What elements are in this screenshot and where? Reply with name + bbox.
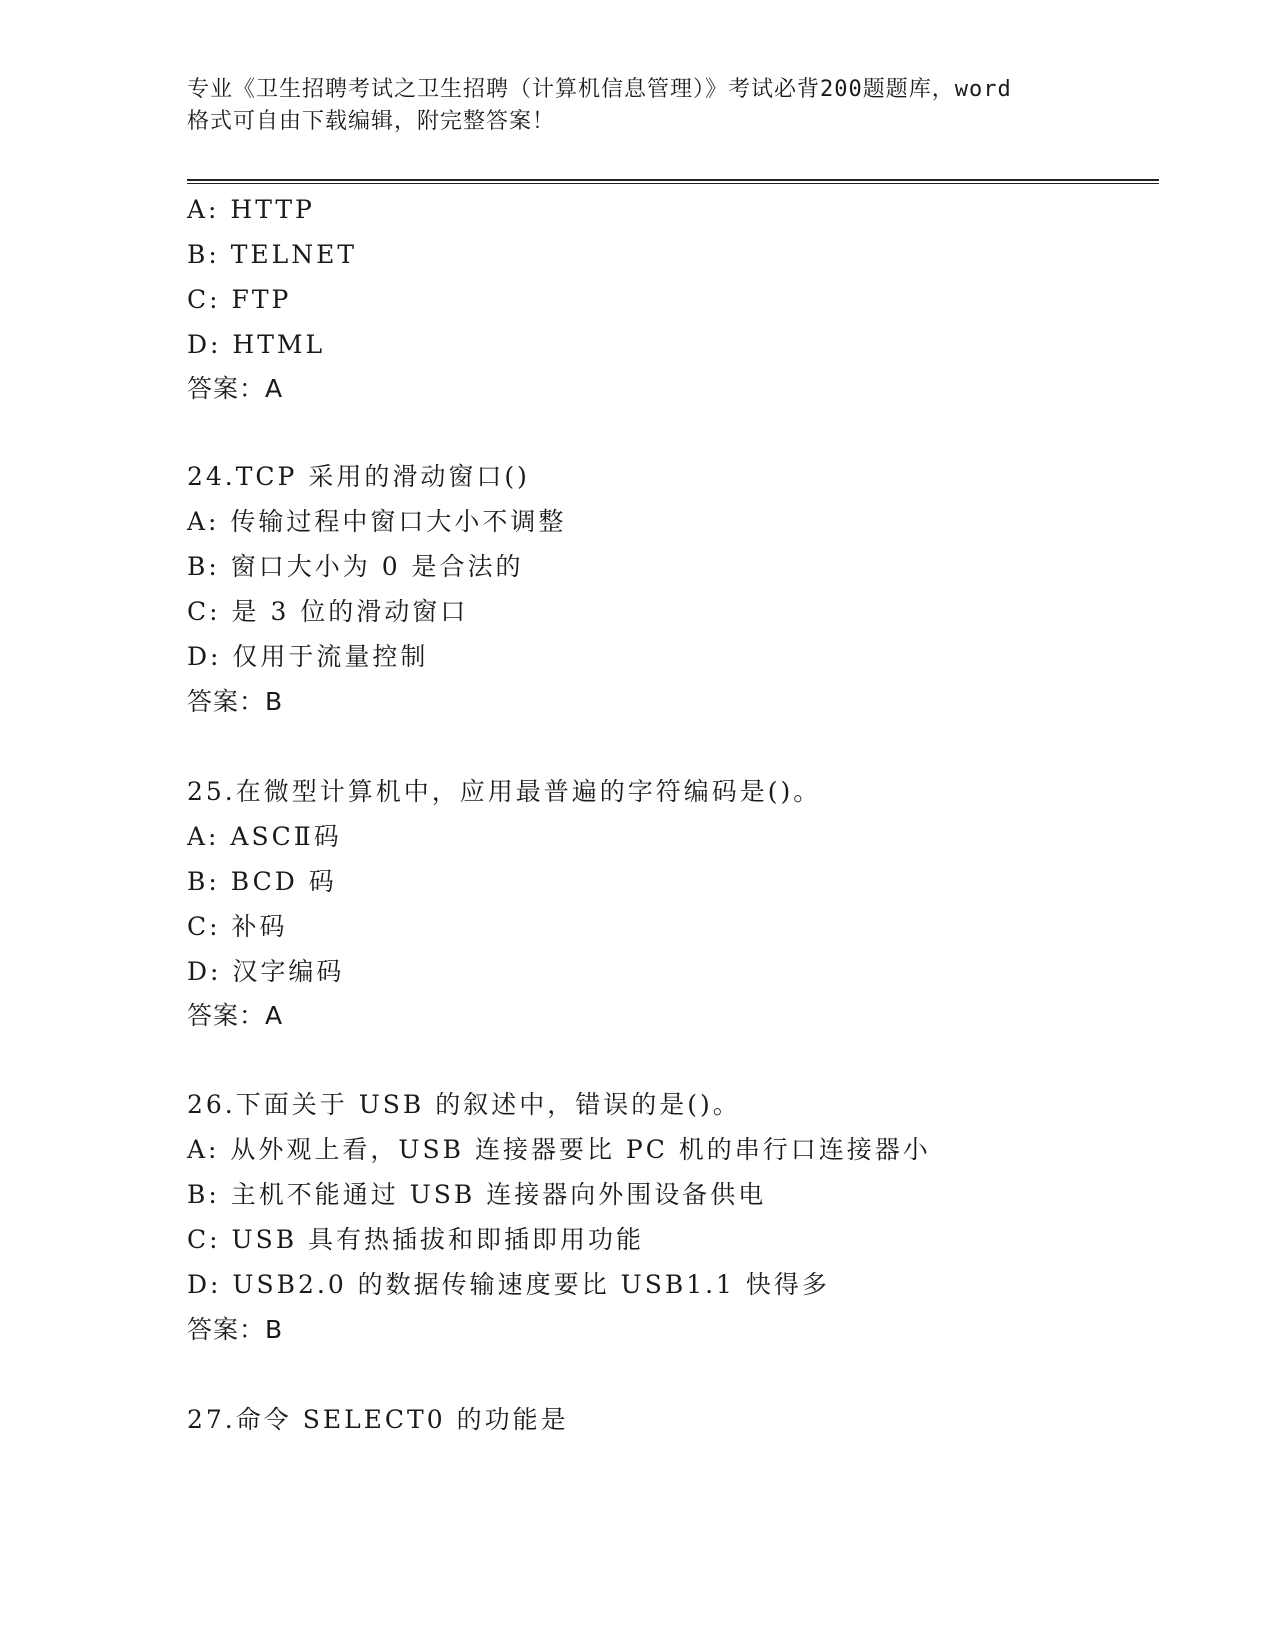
header-divider-top bbox=[187, 179, 1159, 181]
q23-option-b: B: TELNET bbox=[187, 240, 358, 269]
q26-option-c: C: USB 具有热插拔和即插即用功能 bbox=[187, 1225, 645, 1254]
q23-option-a: A: HTTP bbox=[187, 195, 315, 224]
q24-answer: 答案：B bbox=[187, 687, 284, 716]
q23-answer: 答案：A bbox=[187, 374, 284, 403]
q25-option-a: A: ASCⅡ码 bbox=[187, 822, 342, 851]
q23-option-c: C: FTP bbox=[187, 285, 292, 314]
q25-answer: 答案：A bbox=[187, 1001, 284, 1030]
q24-option-c: C: 是 3 位的滑动窗口 bbox=[187, 597, 469, 626]
q23-option-d: D: HTML bbox=[187, 330, 326, 359]
document-header bbox=[187, 74, 1107, 138]
q24-option-b: B: 窗口大小为 0 是合法的 bbox=[187, 552, 524, 581]
header-line-1: 专业《卫生招聘考试之卫生招聘（计算机信息管理）》考试必背200题题库，word bbox=[187, 77, 1012, 102]
q25-option-c: C: 补码 bbox=[187, 912, 288, 941]
q26-option-a: A: 从外观上看，USB 连接器要比 PC 机的串行口连接器小 bbox=[187, 1135, 931, 1164]
q26-option-d: D: USB2.0 的数据传输速度要比 USB1.1 快得多 bbox=[187, 1270, 830, 1299]
q26-answer: 答案：B bbox=[187, 1315, 284, 1344]
q25-question: 25.在微型计算机中，应用最普遍的字符编码是()。 bbox=[187, 777, 822, 806]
q24-option-a: A: 传输过程中窗口大小不调整 bbox=[187, 507, 567, 536]
header-line-2: 格式可自由下载编辑，附完整答案！ bbox=[187, 109, 556, 134]
q26-question: 26.下面关于 USB 的叙述中，错误的是()。 bbox=[187, 1090, 741, 1119]
q26-option-b: B: 主机不能通过 USB 连接器向外围设备供电 bbox=[187, 1180, 767, 1209]
q24-option-d: D: 仅用于流量控制 bbox=[187, 642, 429, 671]
q25-option-d: D: 汉字编码 bbox=[187, 957, 345, 986]
q24-question: 24.TCP 采用的滑动窗口() bbox=[187, 462, 530, 491]
header-divider-bottom bbox=[187, 183, 1159, 184]
q27-question: 27.命令 SELECT0 的功能是 bbox=[187, 1405, 569, 1434]
q25-option-b: B: BCD 码 bbox=[187, 867, 337, 896]
